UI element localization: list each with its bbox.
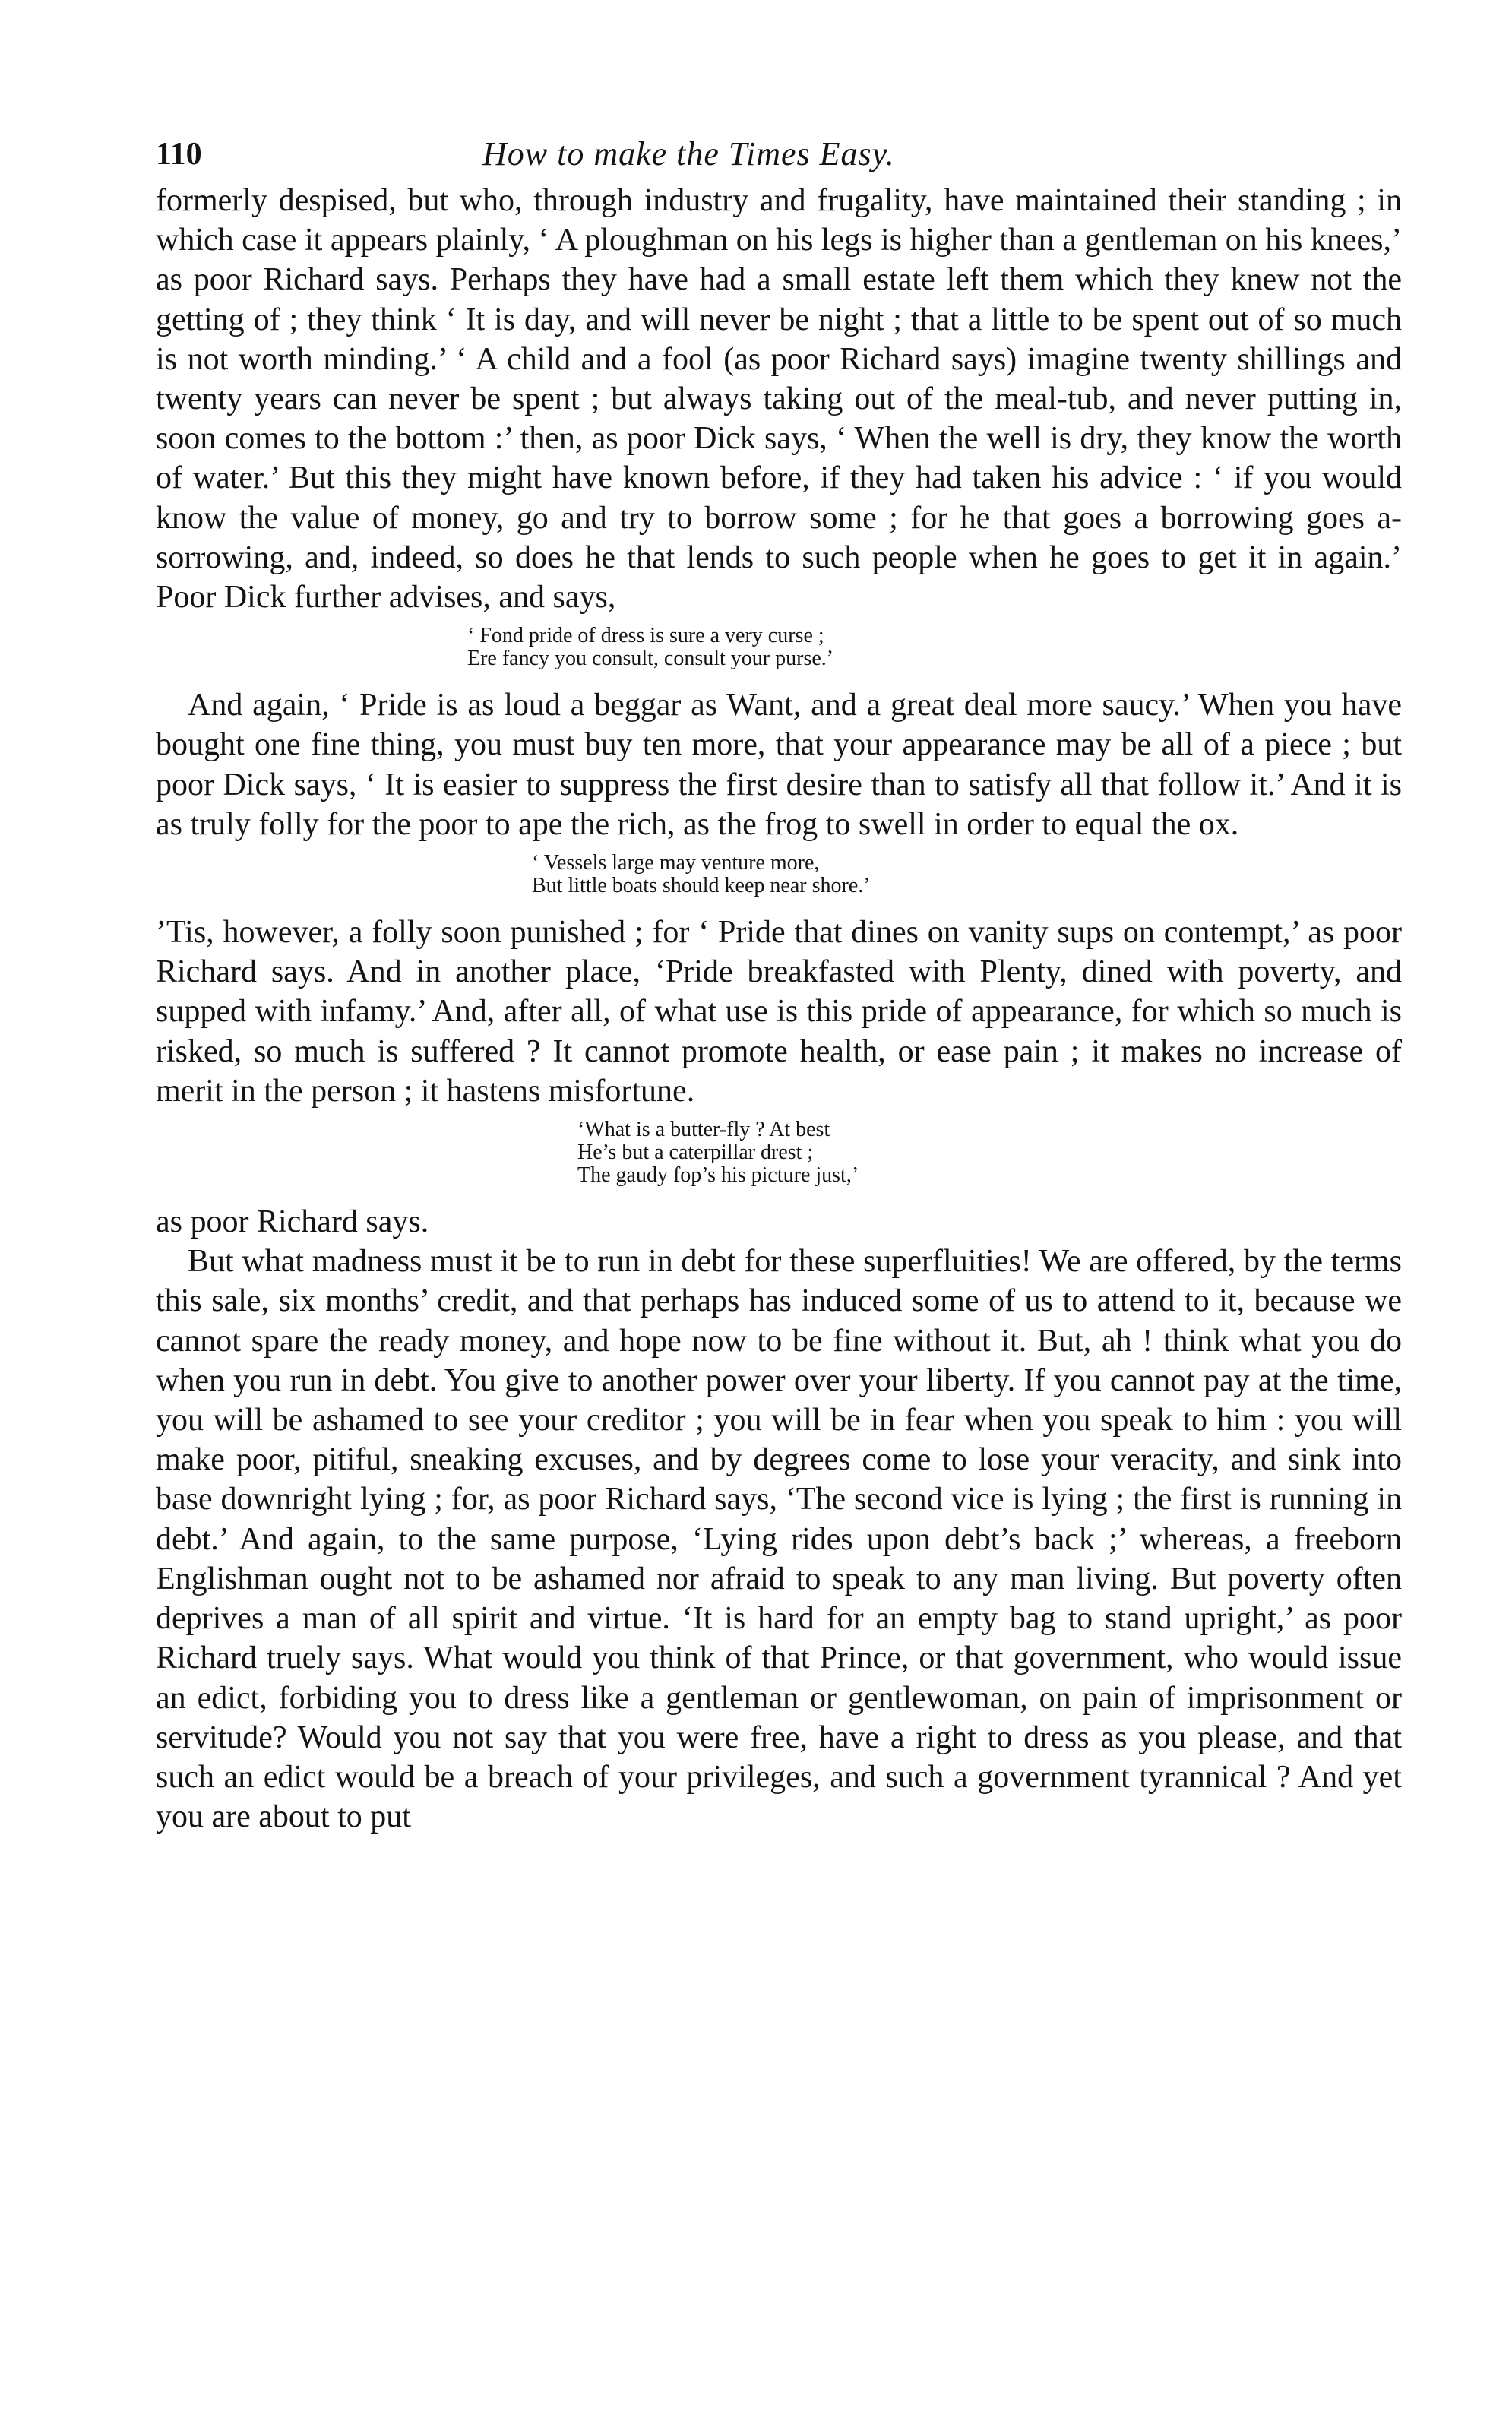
verse-line: ‘ Vessels large may venture more,: [532, 851, 820, 875]
verse-quote-3: [156, 1118, 1402, 1187]
verse-quote-2: [156, 852, 1402, 897]
paragraph-1: formerly despised, but who, through industry and frugality, have maintained their standing ; in which case it appears plainly, ‘ A ploughman on his legs is higher than a gentleman on his knees,’ as poor Richard says. Perhaps they have had a small estate left them which they knew not the getting of ; they think ‘ It is day, and will never be night ; that a little to be spent out of so much is not worth minding.’ ‘ A child and a fool (as poor Richard says) imagine twenty shillings and twenty years can never be spent ; but always taking out of the meal-tub, and never putting in, soon comes to the bottom :’ then, as poor Dick says, ‘ When the well is dry, they know the worth of water.’ But this they might have known before, if they had taken his advice : ‘ if you would know the value of money, go and try to borrow some ; for he that goes a borrowing goes a-sorrowing, and, indeed, so does he that lends to such people when he goes to get it in again.’ Poor Dick further advises, and says,: [156, 183, 1402, 615]
verse-quote-1: [156, 625, 1402, 670]
paragraph-5: But what madness must it be to run in debt for these superfluities! We are offered, by the terms this sale, six months’ credit, and that perhaps has induced some of us to attend to it, because we cannot spare the ready money, and hope now to be fine without it. But, ah ! think what you do when you run in debt. You give to another power over your liberty. If you cannot pay at the time, you will be ashamed to see your creditor ; you will be in fear when you speak to him : you will make poor, pitiful, sneaking excuses, and by degrees come to lose your veracity, and sink into base downright lying ; for, as poor Richard says, ‘The second vice is lying ; the first is running in debt.’ And again, to the same purpose, ‘Lying rides upon debt’s back ;’ whereas, a freeborn Englishman ought not to be ashamed nor afraid to speak to any man living. But poverty often deprives a man of all spirit and virtue. ‘It is hard for an empty bag to stand upright,’ as poor Richard truely says. What would you think of that Prince, or that government, who would issue an edict, forbiding you to dress like a gentleman or gentlewoman, on pain of imprisonment or servitude? Would you not say that you were free, have a right to dress as you please, and that such an edict would be a breach of your privileges, and such a government tyrannical ? And yet you are about to put: [156, 1244, 1402, 1835]
page-number: 110: [156, 137, 202, 172]
paragraph-4: as poor Richard says.: [156, 1204, 429, 1240]
verse-line: But little boats should keep near shore.’: [532, 874, 871, 898]
paragraph-2: And again, ‘ Pride is as loud a beggar as Want, and a great deal more saucy.’ When you have bought one fine thing, you must buy ten more, that your appearance may be all of a piece ; but poor Dick says, ‘ It is easier to suppress the first desire than to satisfy all that follow it.’ And it is as truly folly for the poor to ape the rich, as the frog to swell in order to equal the ox.: [156, 688, 1402, 842]
verse-line: ‘What is a butter-fly ? At best: [577, 1118, 830, 1142]
paragraph-3: ’Tis, however, a folly soon punished ; for ‘ Pride that dines on vanity sups on contempt,’ as poor Richard says. And in another place, ‘Pride breakfasted with Plenty, dined with poverty, and supped with infamy.’ And, after all, of what use is this pride of appearance, for which so much is risked, so much is suffered ? It cannot promote health, or ease pain ; it makes no increase of merit in the person ; it hastens misfortune.: [156, 915, 1402, 1109]
book-page: [156, 128, 1402, 1837]
running-title: How to make the Times Easy.: [482, 135, 895, 172]
verse-line: ‘ Fond pride of dress is sure a very curse ;: [467, 624, 824, 648]
verse-line: Ere fancy you consult, consult your purse.’: [467, 647, 834, 671]
verse-line: He’s but a caterpillar drest ;: [577, 1141, 814, 1165]
running-head: [156, 128, 1402, 181]
verse-line: The gaudy fop’s his picture just,’: [577, 1163, 859, 1188]
